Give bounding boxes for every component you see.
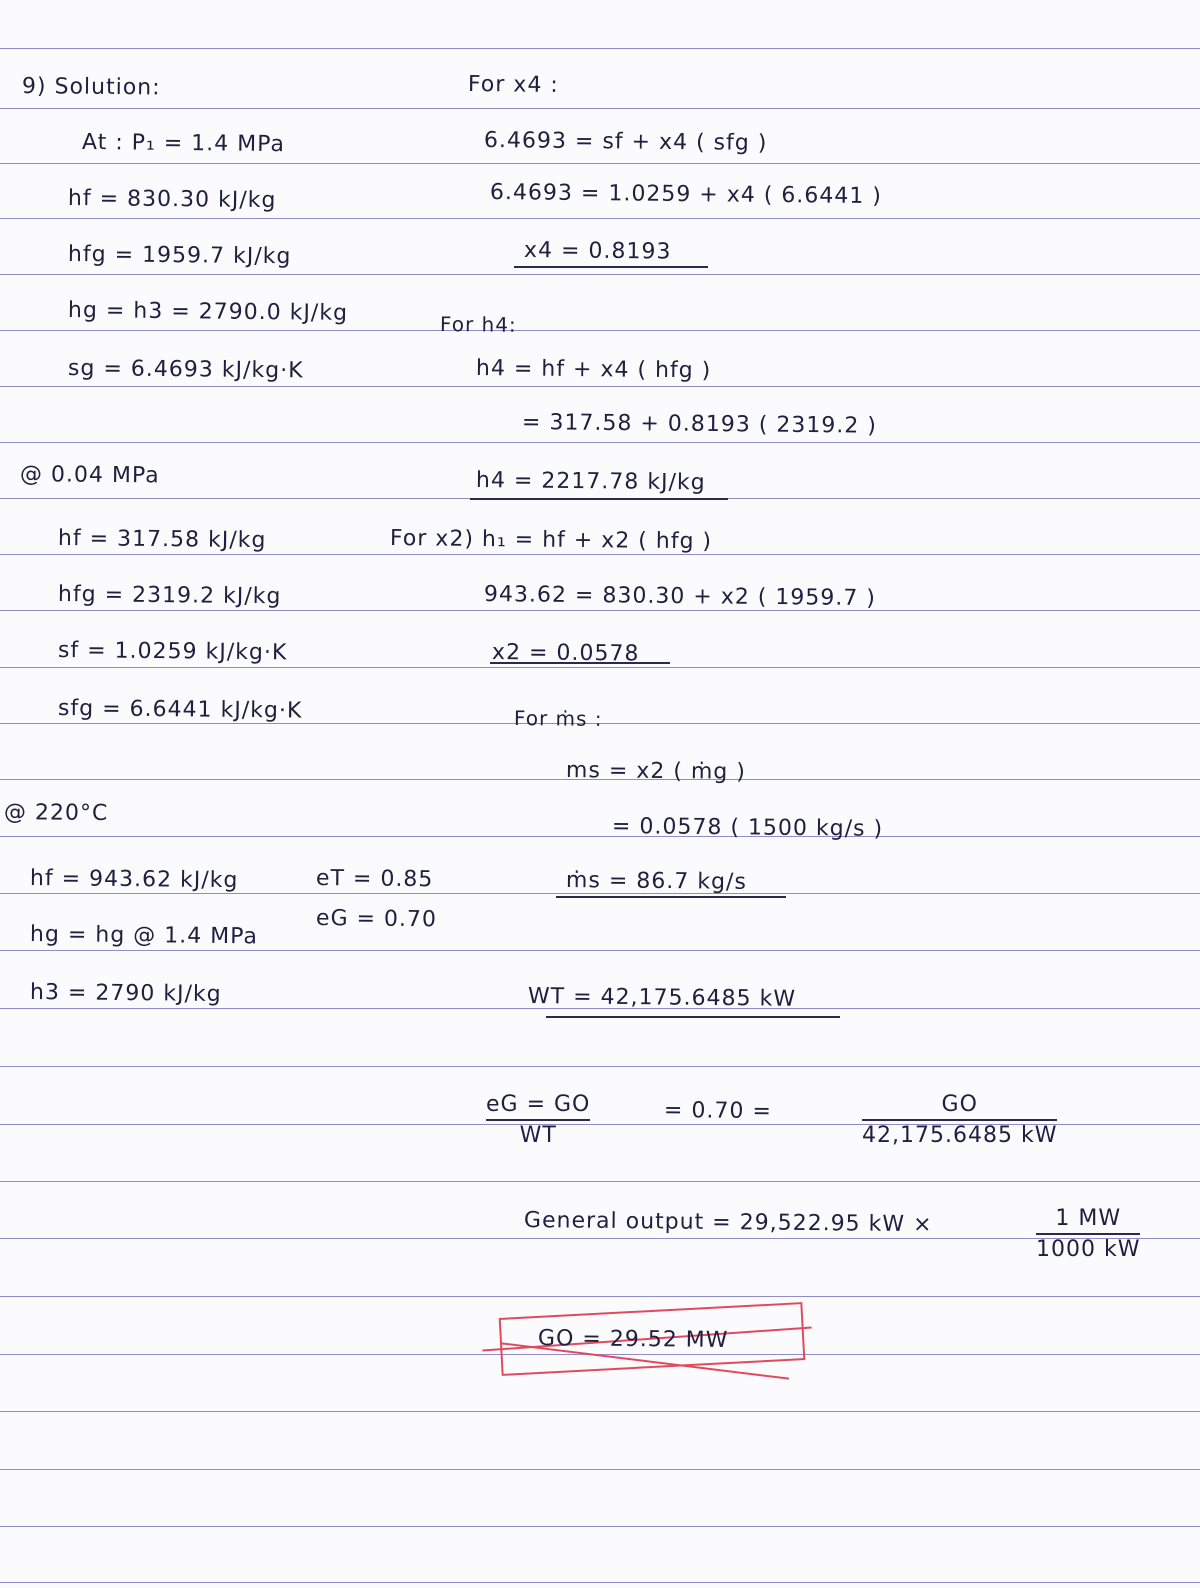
ruled-line [0,667,1200,668]
state1-sg: sg = 6.4693 kJ/kg·K [67,356,304,384]
h4-header: For h4: [439,312,517,337]
turbine-work-underline [546,1016,840,1018]
ruled-line [0,554,1200,555]
fraction-bar [486,1119,590,1121]
ruled-line [0,274,1200,275]
ruled-line [0,1469,1200,1470]
state2-header: @ 0.04 MPa [19,462,160,489]
x2-underline [490,662,670,664]
ruled-line [0,610,1200,611]
state3-hg: hg = hg @ 1.4 MPa [29,922,259,950]
ruled-line [0,1296,1200,1297]
x4-header: For x4 : [467,72,559,98]
ms-equation: ms = x2 ( ṁg ) [565,758,746,785]
x4-substitution: 6.4693 = 1.0259 + x4 ( 6.6441 ) [489,180,883,210]
x2-result: x2 = 0.0578 [491,640,640,667]
x2-equation: For x2) h₁ = hf + x2 ( hfg ) [389,526,713,555]
eg-value: = 0.70 = [663,1098,772,1125]
state2-hfg: hfg = 2319.2 kJ/kg [57,582,282,610]
eg-lhs-denominator: WT [519,1123,557,1148]
ruled-line [0,386,1200,387]
fraction-bar [862,1119,1057,1121]
ms-substitution: = 0.0578 ( 1500 kg/s ) [611,814,884,842]
state3-header: @ 220°C [3,800,109,827]
ruled-line [0,163,1200,164]
x2-substitution: 943.62 = 830.30 + x2 ( 1959.7 ) [483,582,877,612]
h4-result: h4 = 2217.78 kJ/kg [475,468,706,496]
ruled-line [0,1411,1200,1412]
ruled-line [0,836,1200,837]
conversion-numerator: 1 MW [1055,1206,1122,1231]
ruled-line [0,218,1200,219]
eg-fraction-lhs [486,1092,590,1148]
conversion-denominator: 1000 kW [1036,1237,1141,1262]
ruled-line [0,48,1200,49]
eg-lhs-numerator: eG = GO [486,1092,591,1117]
unit-conversion-fraction [1036,1206,1140,1262]
ruled-line [0,1526,1200,1527]
eg-rhs-denominator: 42,175.6485 kW [862,1123,1058,1148]
state1-hf: hf = 830.30 kJ/kg [67,186,277,214]
fraction-bar [1036,1233,1140,1235]
eg-fraction-rhs [862,1092,1057,1148]
generator-efficiency: eG = 0.70 [315,906,438,933]
h4-underline [470,498,728,500]
h4-equation: h4 = hf + x4 ( hfg ) [475,356,712,384]
x4-underline [514,266,708,268]
h4-substitution: = 317.58 + 0.8193 ( 2319.2 ) [521,410,878,439]
ruled-line [0,108,1200,109]
state1-header: At : P₁ = 1.4 MPa [81,130,286,158]
state1-hfg: hfg = 1959.7 kJ/kg [67,242,292,270]
ms-header: For ṁs : [513,706,603,731]
x4-result: x4 = 0.8193 [523,238,672,265]
final-answer: GO = 29.52 MW [537,1326,729,1353]
state3-hf: hf = 943.62 kJ/kg [29,866,239,894]
state2-sfg: sfg = 6.6441 kJ/kg·K [57,696,303,724]
ruled-line [0,1181,1200,1182]
problem-label: 9) Solution: [21,74,161,101]
ruled-line [0,950,1200,951]
x4-equation: 6.4693 = sf + x4 ( sfg ) [483,128,768,156]
turbine-efficiency: eT = 0.85 [315,866,434,893]
ruled-line [0,442,1200,443]
general-output-line: General output = 29,522.95 kW × [523,1208,933,1238]
state2-sf: sf = 1.0259 kJ/kg·K [57,638,288,666]
turbine-work-result: WT = 42,175.6485 kW [527,984,797,1012]
state1-hg: hg = h3 = 2790.0 kJ/kg [67,298,349,326]
ruled-line [0,1582,1200,1583]
ruled-line [0,1238,1200,1239]
ms-underline [556,896,786,898]
ruled-line [0,330,1200,331]
ruled-line [0,1066,1200,1067]
state3-h3: h3 = 2790 kJ/kg [29,980,222,1008]
eg-rhs-numerator: GO [941,1092,978,1117]
state2-hf: hf = 317.58 kJ/kg [57,526,267,554]
ms-result: ṁs = 86.7 kg/s [565,868,747,895]
